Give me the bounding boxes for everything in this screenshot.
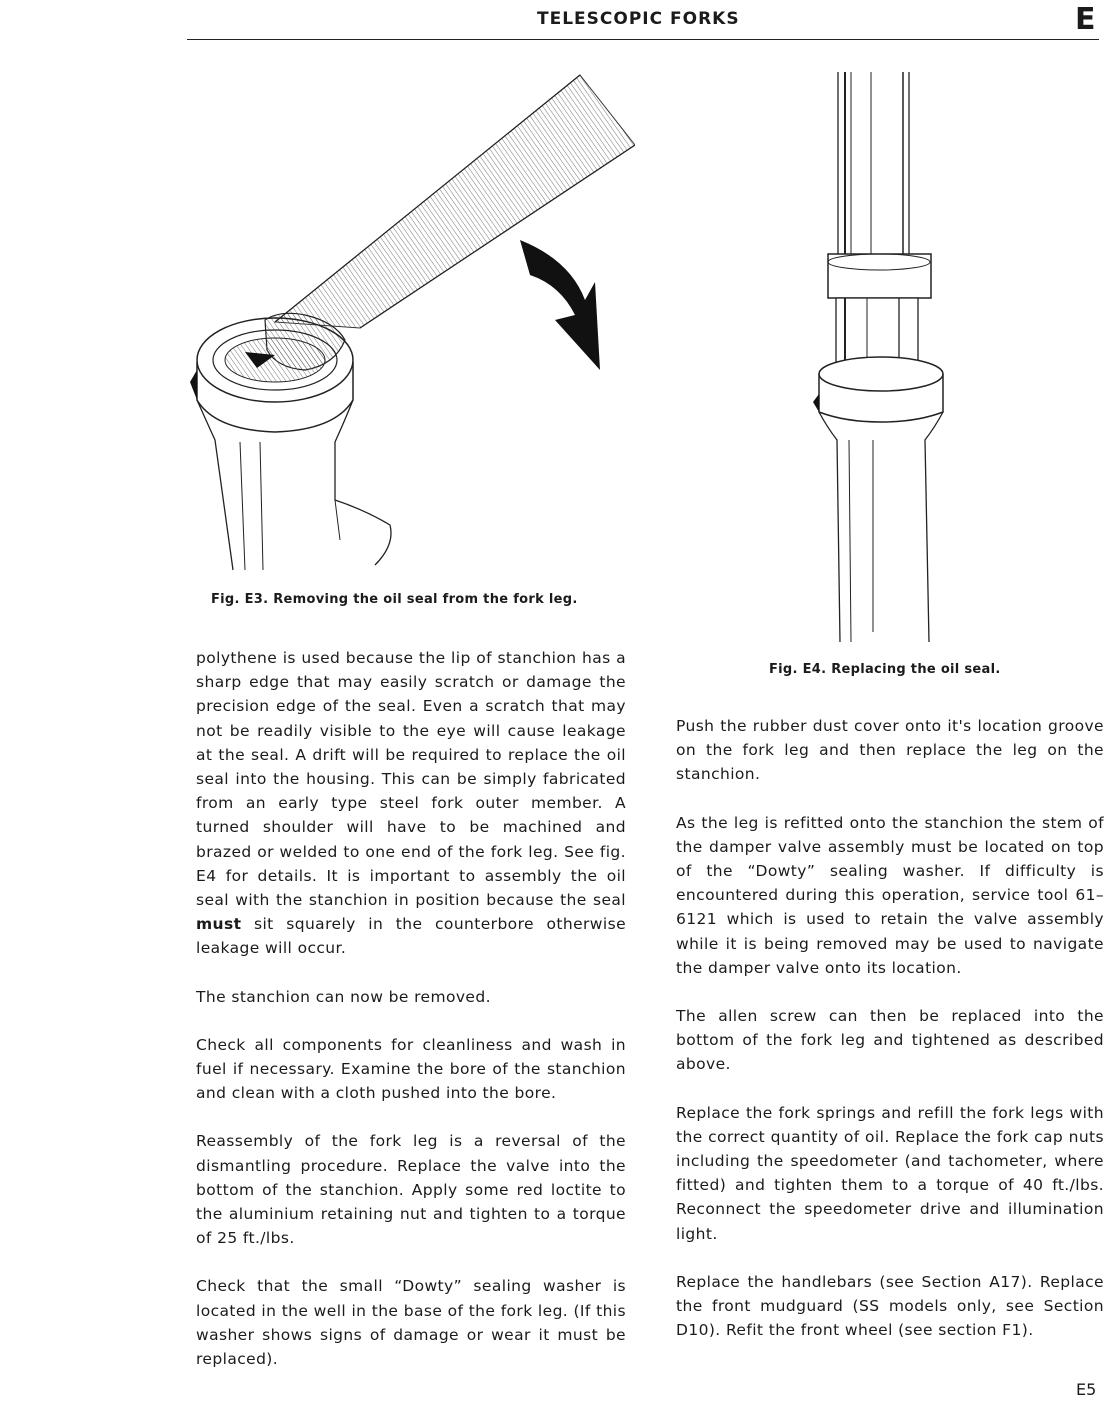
paragraph: The stanchion can now be removed. [196,987,491,1006]
page-number: E5 [1076,1380,1097,1399]
emphasis-must: must [196,915,242,934]
paragraph: The allen screw can then be replaced into the bottom of the fork leg and tightened as described above. [676,1007,1104,1074]
paragraph: Check all components for cleanliness and wash in fuel if necessary. Examine the bore of the stanchion and clean with a cloth pushed into the bore. [196,1035,626,1103]
paragraph: Check that the small “Dowty” sealing washer is located in the well in the base of the fork leg. (If this washer shows signs of damage or wear it must be replaced). [196,1277,626,1369]
paragraph: Replace the handlebars (see Section A17). Replace the front mudguard (SS models only, see Section D10). Refit the front wheel (see section F1). [676,1272,1104,1340]
text-run: polythene is used because the lip of stanchion has a sharp edge that may easily scratch or damage the precision edge of the seal. Even a scratch that may not be readily visible to the eye will cause leakage at the seal. A drift will be required to replace the oil seal into the housing. This can be simply fabricated from an early type steel fork outer member. A turned shoulder will have to be machined and brazed or welded to one end of the fork leg. See fig. E4 for details. It is important to assembly the oil seal with the stanchion in position because the seal [196,649,626,910]
paragraph: Reassembly of the fork leg is a reversal of the dismantling procedure. Replace the valve into the bottom of the stanchion. Apply some red loctite to the aluminium retaining nut and tighten to a torque of 25 ft./lbs. [196,1132,626,1248]
figure-e4-illustration [805,72,955,642]
paragraph: As the leg is refitted onto the stanchion the stem of the damper valve assembly must be located on top of the “Dowty” sealing washer. If difficulty is encountered during this operation, service tool 61–6121 which is used to retain the valve assembly while it is being removed may be used to navigate the damper valve onto its location. [676,813,1104,977]
text-run: sit squarely in the counterbore otherwise leakage will occur. [196,915,626,958]
figure-e3-illustration [185,70,635,580]
figure-e4-caption: Fig. E4. Replacing the oil seal. [769,662,1001,677]
header-divider [187,39,1099,40]
right-text-column [676,714,1104,1366]
page-title: TELESCOPIC FORKS [537,9,740,29]
figure-e3-caption: Fig. E3. Removing the oil seal from the fork leg. [211,592,578,607]
paragraph [196,646,626,961]
paragraph: Replace the fork springs and refill the fork legs with the correct quantity of oil. Replace the fork cap nuts including the speedometer (and tachometer, where fitted) and tighten them to a torque of 40 ft./lbs. Reconnect the speedometer drive and illumination light. [676,1103,1104,1243]
left-text-column [196,646,626,1395]
section-letter: E [1075,2,1096,37]
paragraph: Push the rubber dust cover onto it's location groove on the fork leg and then replace the leg on the stanchion. [676,717,1104,784]
